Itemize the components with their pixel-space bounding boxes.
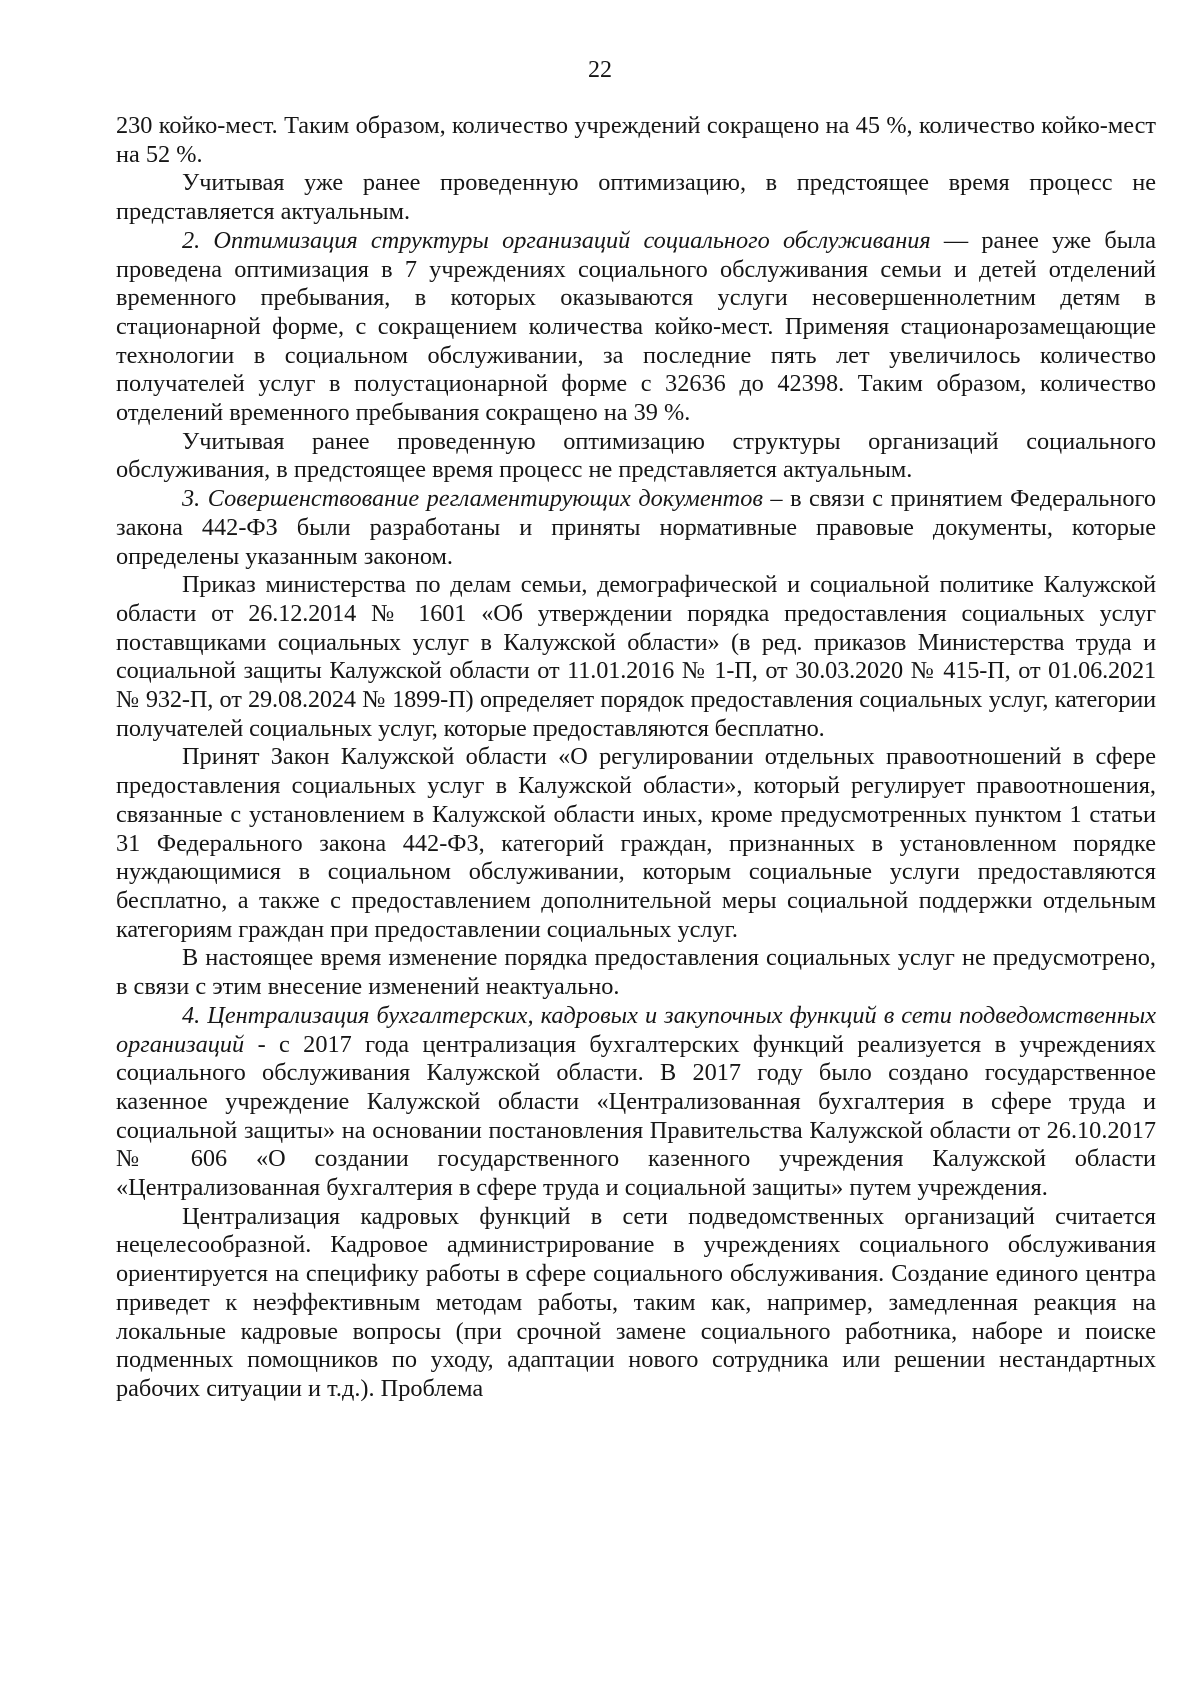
paragraph-1 (116, 112, 1156, 169)
paragraph-4 (116, 428, 1156, 485)
paragraph-6-text: Приказ министерства по делам семьи, демографической и социальной политике Калужской области от 26.12.2014 № 1601 «Об утверждении порядка предоставления социальных услуг поставщиками социальных услуг в Калужской области» (в ред. приказов Министерства труда и социальной защиты Калужской области от 11.01.2016 № 1-П, от 30.03.2020 № 415-П, от 01.06.2021 № 932-П, от 29.08.2024 № 1899-П) определяет порядок предоставления социальных услуг, категории получателей социальных услуг, которые предоставляются бесплатно. (116, 571, 1156, 742)
paragraph-2-text: Учитывая уже ранее проведенную оптимизацию, в предстоящее время процесс не представляется актуальным. (116, 169, 1156, 226)
page-number: 22 (588, 57, 612, 83)
paragraph-7-text: Принят Закон Калужской области «О регулировании отдельных правоотношений в сфере предоставления социальных услуг в Калужской области», который регулирует правоотношения, связанные с установлением в Калужской области иных, кроме предусмотренных пунктом 1 статьи 31 Федерального закона 442-ФЗ, категорий граждан, признанных в установленном порядке нуждающимися в социальном обслуживании, которым социальные услуги предоставляются бесплатно, а также с предоставлением дополнительной меры социальной поддержки отдельным категориям граждан при предоставлении социальных услуг. (116, 743, 1156, 943)
paragraph-8 (116, 944, 1156, 1001)
paragraph-9 (116, 1002, 1156, 1203)
paragraph-3-text: — ранее уже была проведена оптимизация в 7 учреждениях социального обслуживания семьи и детей отделений временного пребывания, в которых оказываются услуги несовершеннолетним детям в стационарной форме, с сокращением количества койко-мест. Применяя стационарозамещающие технологии в социальном обслуживании, за последние пять лет увеличилось количество получателей услуг в полустационарной форме с 32636 до 42398. Таким образом, количество отделений временного пребывания сокращено на 39 %. (116, 226, 1156, 427)
paragraph-5 (116, 485, 1156, 571)
document-body (116, 112, 1156, 1404)
paragraph-2 (116, 169, 1156, 226)
paragraph-9-text: - с 2017 года централизация бухгалтерских функций реализуется в учреждениях социального обслуживания Калужской области. В 2017 году было создано государственное казенное учреждение Калужской области «Централизованная бухгалтерия в сфере труда и социальной защиты» на основании постановления Правительства Калужской области от 26.10.2017 № 606 «О создании государственного казенного учреждения Калужской области «Централизованная бухгалтерия в сфере труда и социальной защиты» путем учреждения. (116, 1030, 1156, 1202)
paragraph-4-text: Учитывая ранее проведенную оптимизацию структуры организаций социального обслуживания, в предстоящее время процесс не представляется актуальным. (116, 427, 1156, 484)
section-2-heading: 2. Оптимизация структуры организаций социального обслуживания (182, 226, 931, 254)
section-3-heading: 3. Совершенствование регламентирующих документов (182, 485, 763, 513)
paragraph-8-text: В настоящее время изменение порядка предоставления социальных услуг не предусмотрено, в связи с этим внесение изменений неактуально. (116, 944, 1156, 1001)
paragraph-7 (116, 743, 1156, 944)
paragraph-10-text: Централизация кадровых функций в сети подведомственных организаций считается нецелесообразной. Кадровое администрирование в учреждениях социального обслуживания ориентируется на специфику работы в сфере социального обслуживания. Создание единого центра приведет к неэффективным методам работы, таким как, например, замедленная реакция на локальные кадровые вопросы (при срочной замене социального работника, наборе и поиске подменных помощников по уходу, адаптации нового сотрудника или решении нестандартных рабочих ситуации и т.д.). Проблема (116, 1202, 1156, 1402)
paragraph-6 (116, 571, 1156, 743)
paragraph-1-text: 230 койко-мест. Таким образом, количество учреждений сокращено на 45 %, количество койко-мест на 52 %. (116, 112, 1156, 168)
paragraph-5-text: – в связи с принятием Федерального закона 442-ФЗ были разработаны и приняты нормативные правовые документы, которые определены указанным законом. (116, 485, 1156, 570)
paragraph-3 (116, 227, 1156, 428)
paragraph-10 (116, 1203, 1156, 1404)
section-4-heading: 4. Централизация бухгалтерских, кадровых и закупочных функций в сети подведомственных организаций (116, 1001, 1156, 1058)
